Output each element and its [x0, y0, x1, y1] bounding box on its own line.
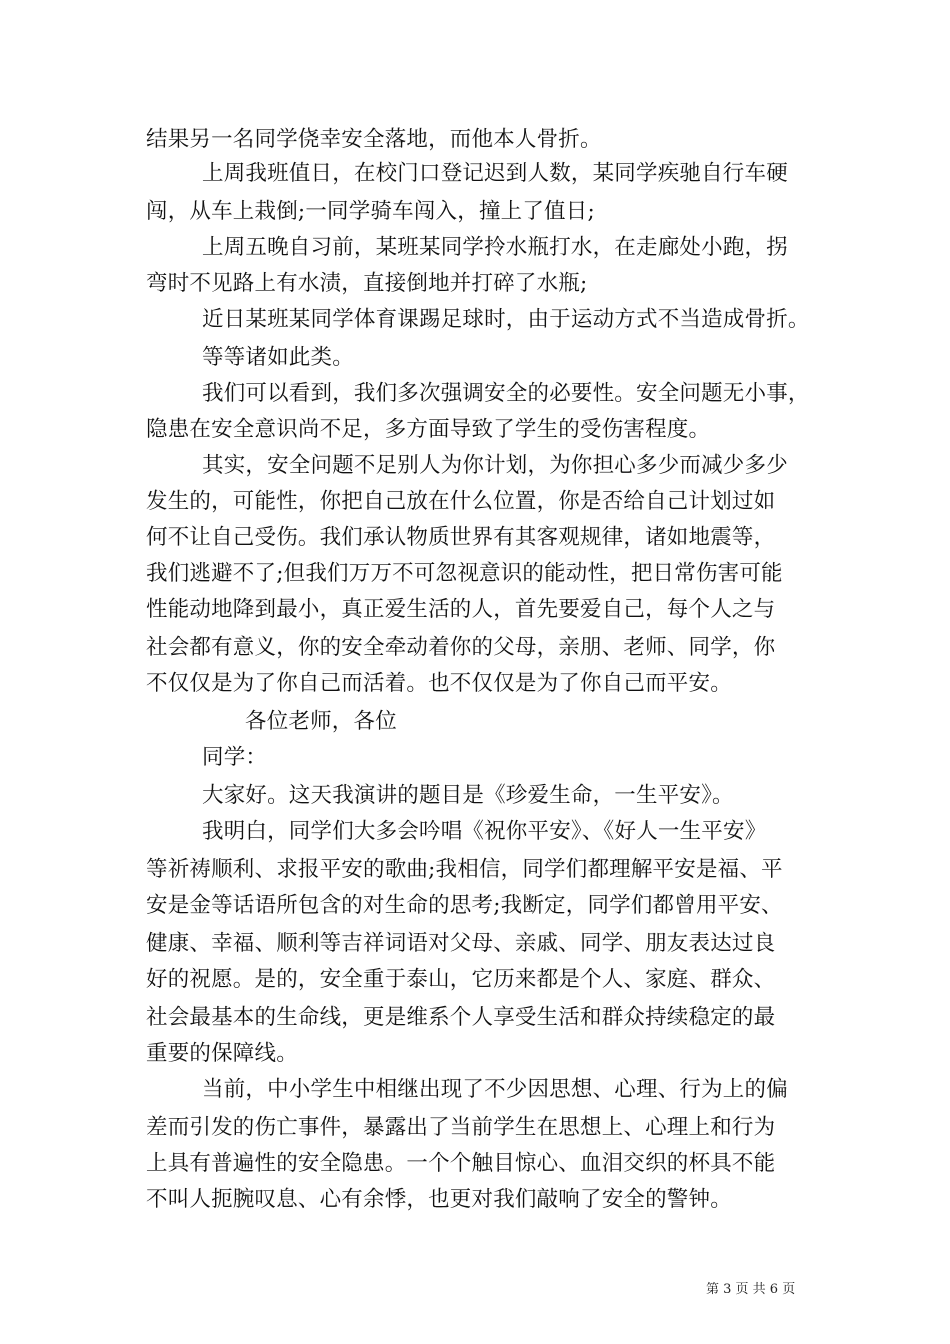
text-line: 重要的保障线。 [146, 1041, 298, 1066]
text-line: 上周五晚自习前，某班某同学拎水瓶打水，在走廊处小跑，拐 [202, 235, 788, 260]
text-line: 社会最基本的生命线，更是维系个人享受生活和群众持续稳定的最 [146, 1005, 776, 1030]
text-line: 其实，安全问题不足别人为你计划，为你担心多少而减少多少 [202, 453, 788, 478]
text-line: 同学： [202, 745, 268, 770]
text-line: 我们逃避不了;但我们万万不可忽视意识的能动性，把日常伤害可能 [146, 561, 783, 586]
text-line: 上具有普遍性的安全隐患。一个个触目惊心、血泪交织的杯具不能 [146, 1151, 776, 1176]
text-line: 安是金等话语所包含的对生命的思考;我断定，同学们都曾用平安、 [146, 893, 783, 918]
text-line: 上周我班值日，在校门口登记迟到人数，某同学疾驰自行车硬 [202, 161, 788, 186]
text-line: 闯，从车上栽倒;一同学骑车闯入，撞上了值日; [146, 199, 595, 224]
text-line: 各位老师，各位 [245, 709, 397, 734]
text-line: 性能动地降到最小，真正爱生活的人，首先要爱自己，每个人之与 [146, 597, 776, 622]
text-line: 当前，中小学生中相继出现了不少因思想、心理、行为上的偏 [202, 1077, 788, 1102]
text-line: 不叫人扼腕叹息、心有余悸，也更对我们敲响了安全的警钟。 [146, 1187, 732, 1212]
text-line: 隐患在安全意识尚不足，多方面导致了学生的受伤害程度。 [146, 417, 711, 442]
text-line: 发生的，可能性，你把自己放在什么位置，你是否给自己计划过如 [146, 489, 776, 514]
text-line: 等等诸如此类。 [202, 345, 354, 370]
text-line: 好的祝愿。是的，安全重于泰山，它历来都是个人、家庭、群众、 [146, 967, 776, 992]
text-line: 近日某班某同学体育课踢足球时，由于运动方式不当造成骨折。 [202, 307, 810, 332]
text-line: 等祈祷顺利、求报平安的歌曲;我相信，同学们都理解平安是福、平 [146, 857, 783, 882]
text-line: 结果另一名同学侥幸安全落地，而他本人骨折。 [146, 127, 602, 152]
text-line: 我们可以看到，我们多次强调安全的必要性。安全问题无小事， [202, 381, 810, 406]
text-line: 差而引发的伤亡事件，暴露出了当前学生在思想上、心理上和行为 [146, 1115, 776, 1140]
text-line: 健康、幸福、顺利等吉祥词语对父母、亲戚、同学、朋友表达过良 [146, 931, 776, 956]
page-number: 第 3 页 共 6 页 [706, 1282, 796, 1297]
text-line: 何不让自己受伤。我们承认物质世界有其客观规律，诸如地震等， [146, 525, 776, 550]
text-line: 我明白，同学们大多会吟唱《祝你平安》、《好人一生平安》 [202, 819, 767, 844]
text-line: 大家好。这天我演讲的题目是《珍爱生命，一生平安》。 [202, 783, 734, 808]
text-line: 社会都有意义，你的安全牵动着你的父母，亲朋、老师、同学，你 [146, 635, 776, 660]
text-line: 弯时不见路上有水渍，直接倒地并打碎了水瓶; [146, 271, 588, 296]
text-line: 不仅仅是为了你自己而活着。也不仅仅是为了你自己而平安。 [146, 671, 732, 696]
